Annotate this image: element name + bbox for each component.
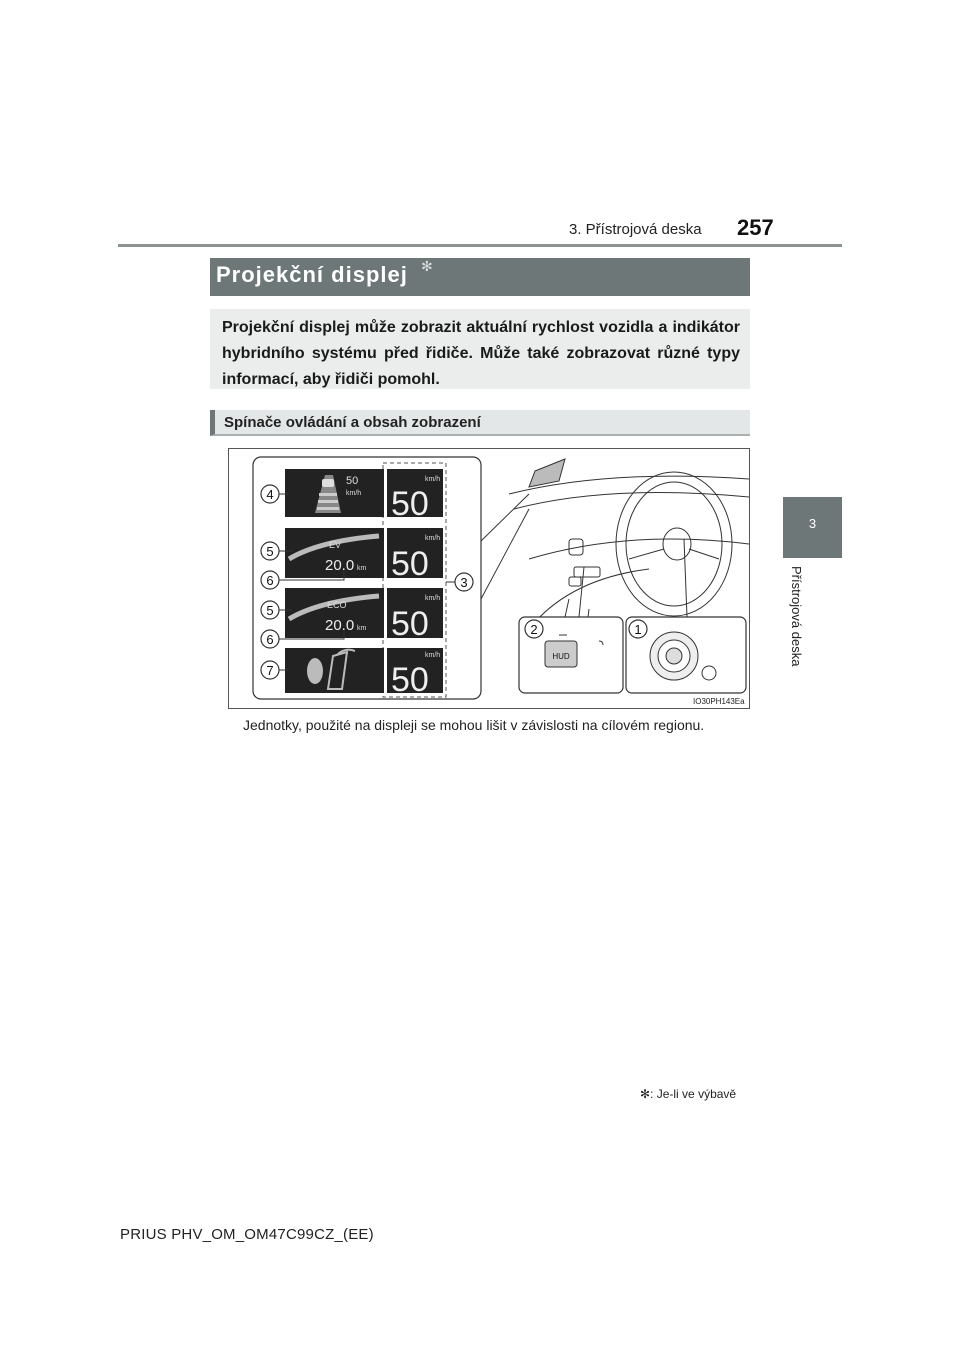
hud-illustration: [228, 448, 750, 709]
speed-value-4: 50: [391, 661, 429, 699]
callout-label-5: 5: [266, 544, 274, 559]
figure-caption: Jednotky, použité na displeji se mohou lišit v závislosti na cílovém regionu.: [243, 717, 705, 733]
section-title: Projekční displej: [216, 262, 408, 287]
range-unit-2: km: [357, 625, 367, 632]
speed-value-1: 50: [391, 485, 429, 523]
document-footer: PRIUS PHV_OM_OM47C99CZ_(EE): [120, 1226, 374, 1243]
speed-value-3: 50: [391, 605, 429, 643]
range-value-1: 20.0: [325, 557, 355, 574]
speed-unit-2: km/h: [425, 535, 441, 542]
callout-label-5b: 5: [266, 603, 274, 618]
range-unit-1: km: [357, 565, 367, 572]
optional-equipment-star: ✻: [421, 258, 433, 274]
hud-switch-label: HUD: [552, 652, 570, 661]
speed-unit-3: km/h: [425, 595, 441, 602]
page-number: 257: [737, 215, 774, 240]
speed-unit-1: km/h: [425, 476, 441, 483]
callout-label-1: 1: [634, 622, 642, 637]
chapter-tab-label-wrap: [786, 566, 806, 686]
intro-text: Projekční displej může zobrazit aktuální rychlost vozidla a indikátor hybridního systému před řidiče. Může také zobrazovat různé typy informací, aby řidiči pomohl.: [222, 319, 740, 388]
chapter-tab-label: Přístrojová deska: [789, 566, 804, 667]
eco-label: ECO: [327, 600, 347, 610]
chapter-heading: 3. Přístrojová deska: [569, 221, 702, 238]
range-value-2: 20.0: [325, 617, 355, 634]
small-speed-value: 50: [346, 475, 359, 487]
ev-label: EV: [329, 540, 342, 550]
footnote: ✻: Je-li ve výbavě: [640, 1087, 737, 1101]
speed-unit-4: km/h: [425, 652, 441, 659]
small-speed-unit: km/h: [346, 490, 362, 497]
callout-label-6: 6: [266, 573, 274, 588]
figure-code: IO30PH143Ea: [693, 697, 745, 706]
subheading: Spínače ovládání a obsah zobrazení: [224, 414, 481, 431]
callout-label-2: 2: [530, 622, 538, 637]
callout-label-3: 3: [460, 575, 468, 590]
speed-value-2: 50: [391, 545, 429, 583]
callout-label-7: 7: [266, 663, 274, 678]
header-rule: [118, 244, 842, 247]
chapter-tab-number: 3: [808, 516, 817, 531]
callout-label-6b: 6: [266, 632, 274, 647]
callout-label-4: 4: [266, 487, 274, 502]
